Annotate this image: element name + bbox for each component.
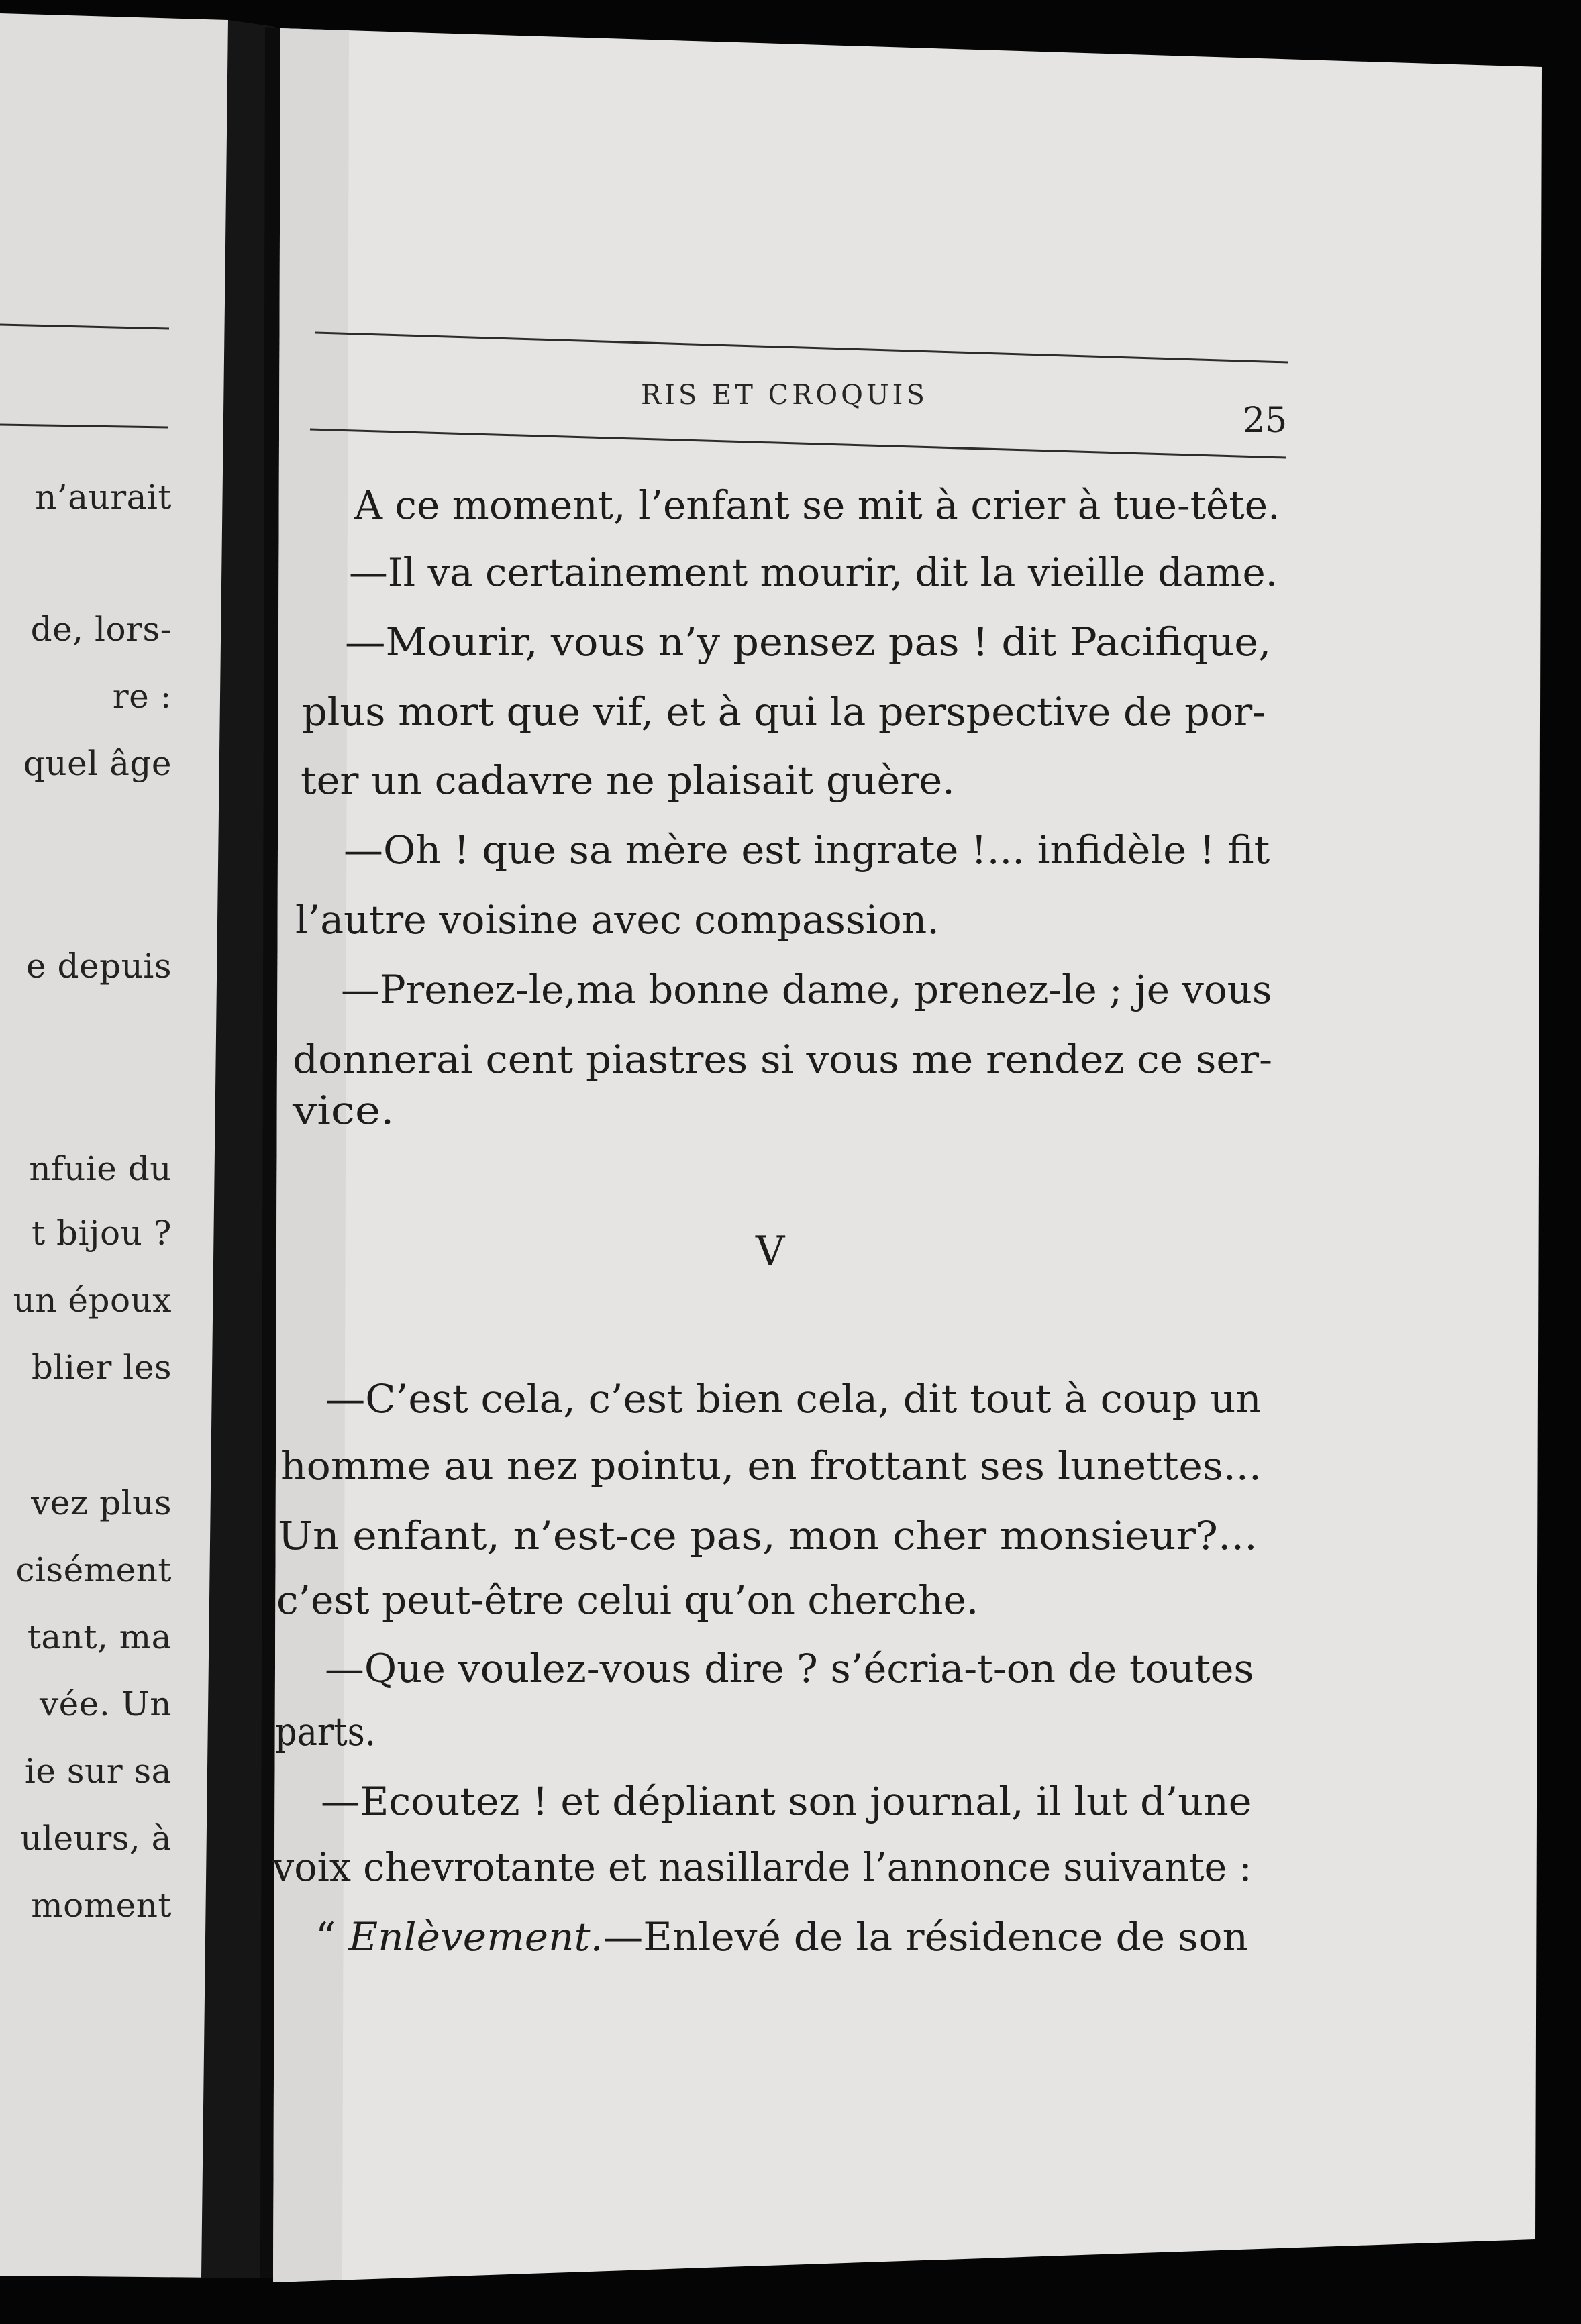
text-line: —Ecoutez ! et dépliant son journal, il lut d’une [321, 1779, 1252, 1824]
text-line: A ce moment, l’enfant se mit à crier à tue-tête. [354, 482, 1280, 528]
running-head: RIS ET CROQUIS [641, 380, 928, 411]
text-line: —Que voulez-vous dire ? s’écria-t-on de toutes [325, 1646, 1254, 1691]
left-page-line: n’aurait [35, 478, 172, 517]
text-line: —C’est cela, c’est bien cela, dit tout à coup un [325, 1376, 1262, 1422]
text-line: plus mort que vif, et à qui la perspective de por- [302, 689, 1266, 735]
left-page-line: e depuis [26, 947, 172, 986]
page-number: 25 [1243, 401, 1288, 441]
left-page-line: un époux [13, 1281, 172, 1320]
text-line: ter un cadavre ne plaisait guère. [301, 757, 955, 803]
text-line: parts. [275, 1709, 376, 1754]
left-page-line: uleurs, à [20, 1819, 172, 1858]
line-remainder: —Enlevé de la résidence de son [603, 1914, 1249, 1960]
left-page-line: de, lors- [30, 610, 172, 649]
text-line: —Prenez-le,ma bonne dame, prenez-le ; je vous [341, 967, 1272, 1012]
italic-title: Enlèvement. [348, 1914, 603, 1960]
text-line: Un enfant, n’est-ce pas, mon cher monsieur?... [278, 1513, 1258, 1559]
text-line: —Il va certainement mourir, dit la vieille dame. [349, 549, 1278, 595]
section-heading: V [756, 1228, 785, 1275]
left-page-line: moment [31, 1886, 172, 1925]
text-line: l’autre voisine avec compassion. [295, 897, 939, 943]
left-page-line: blier les [31, 1348, 172, 1387]
left-page-line: nfuie du [29, 1149, 172, 1188]
left-page-line: vez plus [31, 1483, 172, 1522]
left-page-line: vée. Un [39, 1685, 172, 1724]
left-page-surface [0, 13, 228, 2278]
left-page-line: re : [112, 677, 172, 716]
text-line: voix chevrotante et nasillarde l’annonce suivante : [272, 1844, 1252, 1890]
text-line [315, 1913, 1248, 1960]
left-page-line: quel âge [23, 744, 172, 783]
text-line: homme au nez pointu, en frottant ses lunettes... [280, 1443, 1262, 1489]
text-line: —Mourir, vous n’y pensez pas ! dit Pacifique, [345, 619, 1272, 665]
left-page-line: tant, ma [27, 1618, 172, 1656]
text-line: —Oh ! que sa mère est ingrate !... infidèle ! fit [344, 827, 1270, 873]
left-page-line: t bijou ? [32, 1214, 172, 1253]
text-line: c’est peut-être celui qu’on cherche. [276, 1577, 979, 1623]
text-line: vice. [293, 1088, 395, 1133]
left-page-line: cisément [15, 1550, 172, 1589]
opening-quote: “ [315, 1914, 349, 1960]
left-page-line: ie sur sa [24, 1752, 172, 1791]
text-line: donnerai cent piastres si vous me rendez ce ser- [293, 1037, 1273, 1082]
